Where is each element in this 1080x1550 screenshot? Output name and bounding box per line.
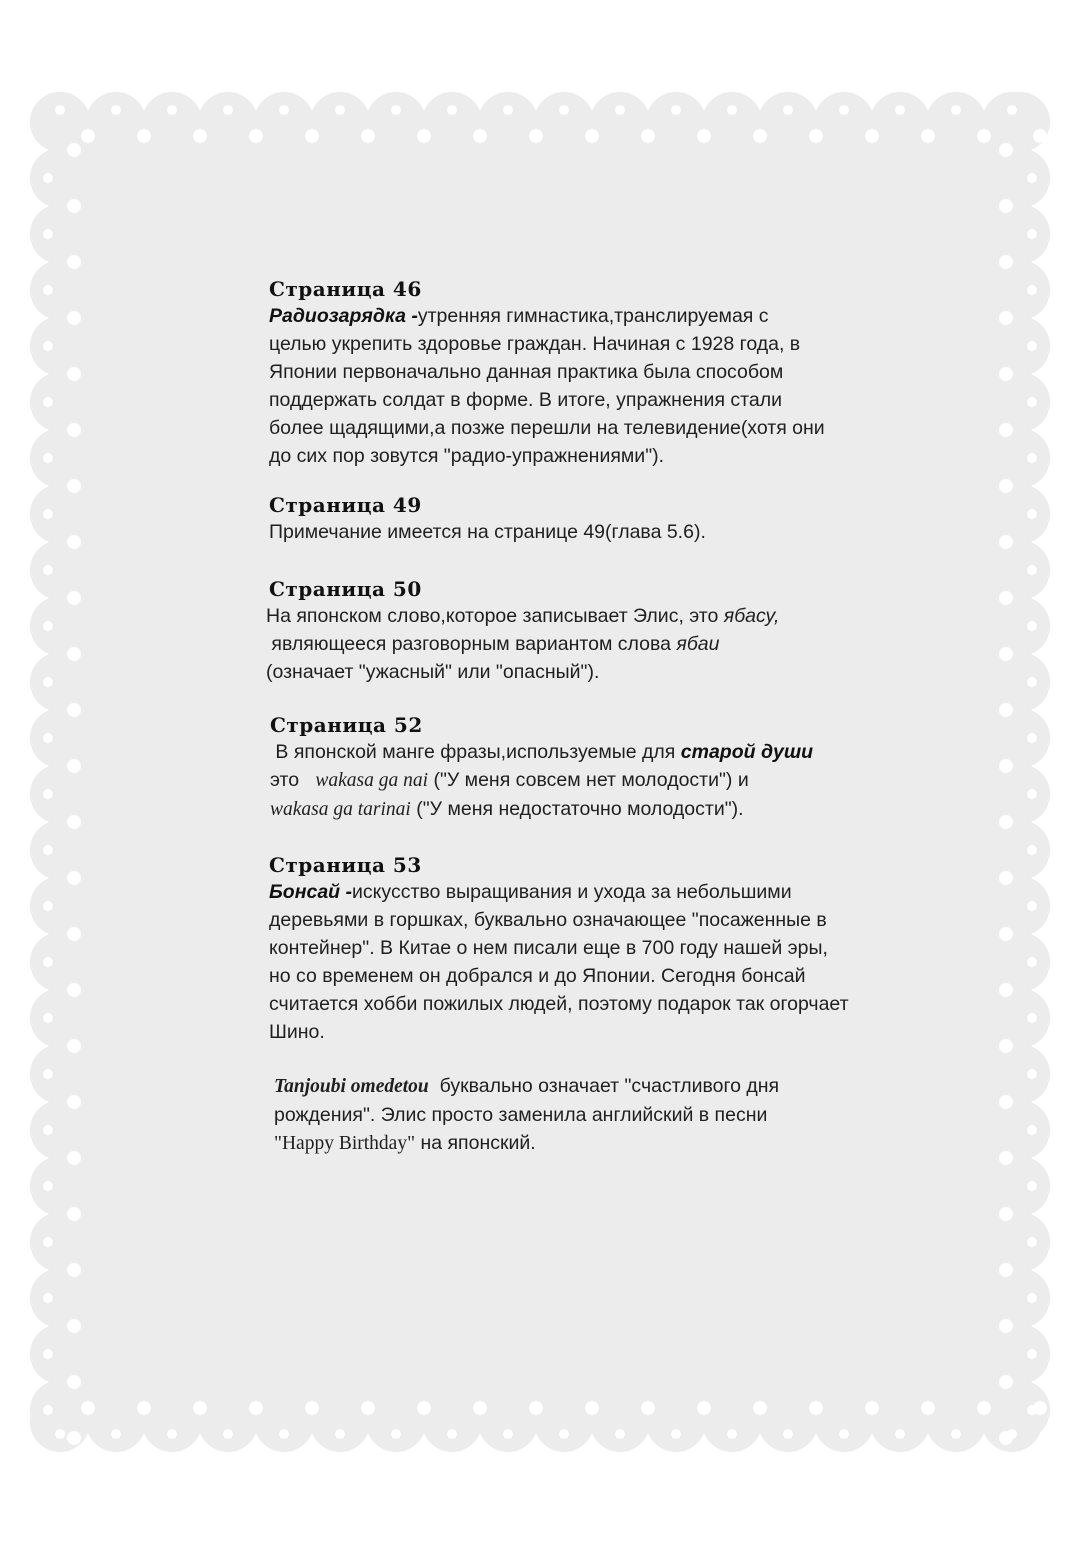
lace-hole <box>1027 509 1037 519</box>
lace-hole <box>193 1401 207 1415</box>
lace-hole <box>921 1401 935 1415</box>
lace-hole <box>43 565 53 575</box>
lace-hole <box>999 703 1013 717</box>
lace-hole <box>447 1429 457 1439</box>
lace-hole <box>999 1207 1013 1221</box>
phrase-wakasa-ga-tarinai: wakasa ga tarinai <box>270 799 411 820</box>
lace-hole <box>999 1263 1013 1277</box>
lace-hole <box>43 285 53 295</box>
lace-hole <box>753 1401 767 1415</box>
lace-hole <box>67 1319 81 1333</box>
section-heading: Страница 49 <box>269 493 422 517</box>
lace-hole <box>67 983 81 997</box>
lace-hole <box>67 535 81 549</box>
lace-hole <box>67 927 81 941</box>
note-body: буквально означает "счастливого дня рождения". Элис просто заменила английский в песни <box>274 1075 780 1126</box>
lace-hole <box>473 1401 487 1415</box>
lace-hole <box>167 1429 177 1439</box>
lace-hole <box>335 105 345 115</box>
lace-hole <box>1027 341 1037 351</box>
lace-hole <box>1027 173 1037 183</box>
note-page-53 <box>269 852 869 1046</box>
lace-hole <box>727 1429 737 1439</box>
lace-hole <box>999 815 1013 829</box>
lace-hole <box>529 129 543 143</box>
lace-hole <box>67 703 81 717</box>
lace-hole <box>503 105 513 115</box>
lace-hole <box>1027 453 1037 463</box>
lace-hole <box>615 1429 625 1439</box>
lace-hole <box>67 199 81 213</box>
lace-hole <box>67 1039 81 1053</box>
lace-hole <box>1027 1181 1037 1191</box>
lace-hole <box>43 229 53 239</box>
lace-hole <box>1027 285 1037 295</box>
lace-hole <box>67 1151 81 1165</box>
lace-hole <box>809 129 823 143</box>
lace-hole <box>921 129 935 143</box>
lace-hole <box>43 1181 53 1191</box>
lace-hole <box>43 1069 53 1079</box>
lace-hole <box>67 1263 81 1277</box>
lace-hole <box>1027 621 1037 631</box>
lace-hole <box>391 105 401 115</box>
lace-hole <box>67 871 81 885</box>
lace-hole <box>137 129 151 143</box>
lace-hole <box>839 1429 849 1439</box>
lace-hole <box>559 1429 569 1439</box>
lace-hole <box>999 1151 1013 1165</box>
lace-hole <box>1027 845 1037 855</box>
note-page-49 <box>269 492 869 546</box>
lace-hole <box>865 1401 879 1415</box>
lace-hole <box>249 1401 263 1415</box>
lace-hole <box>55 105 65 115</box>
lace-hole <box>1027 957 1037 967</box>
lace-hole <box>999 1095 1013 1109</box>
lace-hole <box>391 1429 401 1439</box>
lace-hole <box>305 1401 319 1415</box>
note-body: являющееся разговорным вариантом слова <box>271 633 671 655</box>
lace-hole <box>67 1375 81 1389</box>
lace-hole <box>503 1429 513 1439</box>
lace-hole <box>999 1319 1013 1333</box>
lace-hole <box>447 105 457 115</box>
lace-hole <box>895 1429 905 1439</box>
lace-hole <box>67 591 81 605</box>
phrase-wakasa-ga-nai: wakasa ga nai <box>315 770 429 791</box>
lace-hole <box>417 129 431 143</box>
lace-hole <box>999 199 1013 213</box>
lace-hole <box>81 129 95 143</box>
lace-hole <box>999 535 1013 549</box>
lace-hole <box>641 1401 655 1415</box>
lace-hole <box>55 1429 65 1439</box>
lace-hole <box>1027 1013 1037 1023</box>
lace-hole <box>999 647 1013 661</box>
lace-hole <box>641 129 655 143</box>
lace-hole <box>697 1401 711 1415</box>
lace-hole <box>1027 1293 1037 1303</box>
lace-hole <box>137 1401 151 1415</box>
lace-hole <box>1027 1069 1037 1079</box>
lace-hole <box>783 1429 793 1439</box>
note-body: искусство выращивания и ухода за небольшими деревьями в горшках, буквально означающее "посаженные в контейнер". В Китае о нем писали еще в 700 году нашей эры, но со временем он добрался и до Японии. Сегодня бонсай считается хобби пожилых людей, поэтому подарок так огорчает Шино. <box>269 881 849 1043</box>
lace-hole <box>43 397 53 407</box>
lace-hole <box>999 983 1013 997</box>
lace-hole <box>67 815 81 829</box>
lace-hole <box>1027 1125 1037 1135</box>
word-yabasu: ябасу, <box>723 605 780 627</box>
lace-hole <box>81 1401 95 1415</box>
lace-hole <box>999 367 1013 381</box>
note-page-52 <box>270 712 869 824</box>
lace-hole <box>67 1431 81 1445</box>
lace-hole <box>473 129 487 143</box>
lace-hole <box>43 901 53 911</box>
note-page-50 <box>266 576 869 686</box>
lace-hole <box>305 129 319 143</box>
lace-hole <box>1027 1405 1037 1415</box>
lace-hole <box>1027 229 1037 239</box>
term-bonsai: Бонсай - <box>269 881 353 903</box>
note-body: ("У меня недостаточно молодости"). <box>416 798 744 820</box>
lace-hole <box>999 423 1013 437</box>
lace-hole <box>529 1401 543 1415</box>
lace-hole <box>43 677 53 687</box>
note-body: ("У меня совсем нет молодости") и <box>433 769 749 791</box>
word-yabai: ябаи <box>676 633 720 655</box>
lace-hole <box>697 129 711 143</box>
section-heading: Страница 50 <box>269 577 422 601</box>
lace-hole <box>999 871 1013 885</box>
lace-hole <box>839 105 849 115</box>
lace-hole <box>951 105 961 115</box>
section-heading: Страница 46 <box>269 277 422 301</box>
lace-hole <box>1027 901 1037 911</box>
lace-hole <box>999 311 1013 325</box>
lace-hole <box>671 1429 681 1439</box>
note-page-46 <box>269 276 869 470</box>
lace-hole <box>1007 105 1017 115</box>
lace-hole <box>67 479 81 493</box>
lace-hole <box>249 129 263 143</box>
lace-hole <box>585 129 599 143</box>
lace-hole <box>999 927 1013 941</box>
note-body: это <box>270 769 300 791</box>
term-tanjoubi-omedetou: Tanjoubi omedetou <box>274 1076 429 1097</box>
note-text <box>269 878 849 1046</box>
note-body: на японский. <box>420 1132 536 1154</box>
lace-hole <box>43 1349 53 1359</box>
lace-hole <box>67 255 81 269</box>
lace-hole <box>727 105 737 115</box>
lace-hole <box>999 759 1013 773</box>
note-body: утренняя гимнастика,транслируемая с целью укрепить здоровье граждан. Начиная с 1928 года, в Японии первоначально данная практика была способом поддержать солдат в форме. В итоге, упражнения стали более щадящими,а позже перешли на телевидение(хотя они до сих пор зовутся "радио-упражнениями"). <box>269 305 825 467</box>
lace-hole <box>67 759 81 773</box>
lace-hole <box>585 1401 599 1415</box>
note-body: На японском слово,которое записывает Элис, это <box>266 605 719 627</box>
section-heading: Страница 53 <box>269 853 422 877</box>
lace-hole <box>999 1039 1013 1053</box>
lace-hole <box>809 1401 823 1415</box>
lace-hole <box>1027 565 1037 575</box>
note-body: В японской манге фразы,используемые для <box>275 741 676 763</box>
lace-hole <box>977 1401 991 1415</box>
lace-hole <box>43 789 53 799</box>
lace-hole <box>1027 1349 1037 1359</box>
lace-hole <box>999 479 1013 493</box>
lace-hole <box>111 105 121 115</box>
lace-hole <box>783 105 793 115</box>
note-text <box>266 602 836 686</box>
term-radio-exercise: Радиозарядка - <box>269 305 418 327</box>
lace-hole <box>67 143 81 157</box>
lace-hole <box>1007 1429 1017 1439</box>
lace-hole <box>43 1237 53 1247</box>
lace-hole <box>559 105 569 115</box>
note-text <box>274 1072 804 1158</box>
lace-hole <box>335 1429 345 1439</box>
lace-hole <box>43 173 53 183</box>
lace-hole <box>43 509 53 519</box>
lace-hole <box>43 453 53 463</box>
lace-hole <box>43 733 53 743</box>
lace-hole <box>999 591 1013 605</box>
lace-hole <box>43 1405 53 1415</box>
lace-hole <box>951 1429 961 1439</box>
lace-hole <box>43 621 53 631</box>
lace-hole <box>67 1095 81 1109</box>
lace-hole <box>361 129 375 143</box>
note-body: (означает "ужасный" или "опасный"). <box>266 661 600 683</box>
lace-hole <box>361 1401 375 1415</box>
lace-hole <box>67 311 81 325</box>
song-title: "Happy Birthday" <box>274 1133 416 1154</box>
lace-hole <box>753 129 767 143</box>
lace-hole <box>1027 1237 1037 1247</box>
lace-hole <box>999 1375 1013 1389</box>
lace-hole <box>1027 789 1037 799</box>
lace-hole <box>279 105 289 115</box>
notes-content <box>266 276 869 1158</box>
lace-hole <box>223 105 233 115</box>
lace-hole <box>43 341 53 351</box>
lace-hole <box>1027 677 1037 687</box>
section-heading: Страница 52 <box>270 713 423 737</box>
lace-hole <box>111 1429 121 1439</box>
lace-hole <box>67 647 81 661</box>
lace-hole <box>43 957 53 967</box>
lace-hole <box>1033 129 1047 143</box>
lace-hole <box>43 1013 53 1023</box>
lace-hole <box>223 1429 233 1439</box>
lace-hole <box>615 105 625 115</box>
lace-hole <box>671 105 681 115</box>
note-text <box>269 302 829 470</box>
lace-hole <box>279 1429 289 1439</box>
lace-hole <box>167 105 177 115</box>
lace-hole <box>43 1125 53 1135</box>
lace-hole <box>977 129 991 143</box>
note-body: Примечание имеется на странице 49(глава 5.6). <box>269 521 706 543</box>
term-old-soul: старой души <box>680 741 814 763</box>
lace-hole <box>417 1401 431 1415</box>
lace-hole <box>193 129 207 143</box>
lace-hole <box>999 255 1013 269</box>
lace-hole <box>895 105 905 115</box>
lace-hole <box>1027 397 1037 407</box>
lace-hole <box>67 1207 81 1221</box>
lace-hole <box>67 367 81 381</box>
lace-hole <box>999 143 1013 157</box>
note-text <box>270 738 860 824</box>
lace-hole <box>865 129 879 143</box>
lace-hole <box>43 845 53 855</box>
lace-hole <box>43 1293 53 1303</box>
lace-hole <box>67 423 81 437</box>
lace-hole <box>1027 733 1037 743</box>
note-tanjoubi <box>274 1072 869 1158</box>
